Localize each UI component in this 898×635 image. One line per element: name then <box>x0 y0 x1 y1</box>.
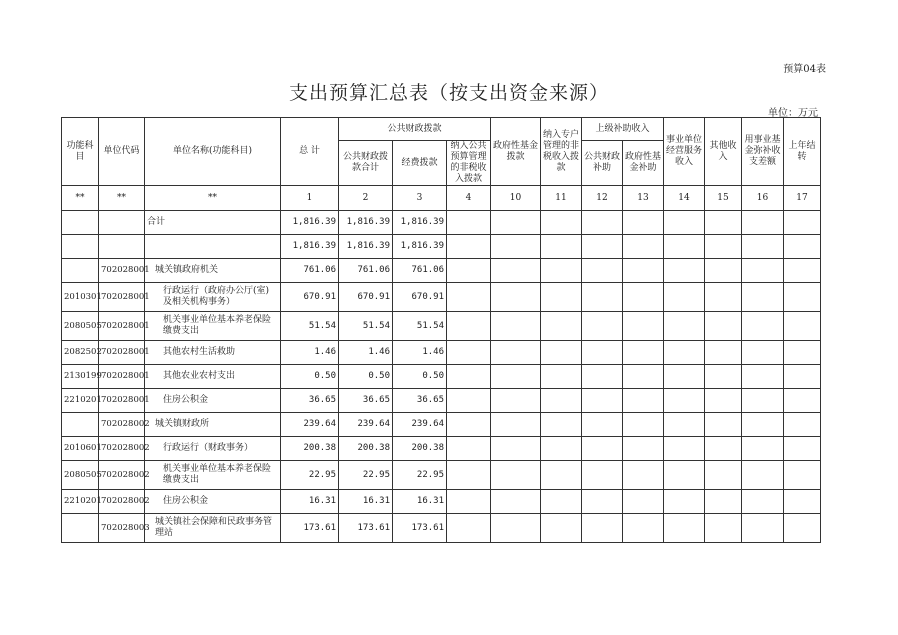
unit-code-cell: 702028001 <box>99 341 145 365</box>
table-row <box>62 283 821 312</box>
empty-cell <box>541 235 582 259</box>
empty-cell <box>664 211 705 235</box>
operating-cell: 0.50 <box>393 365 447 389</box>
pf-total-cell: 36.65 <box>339 389 393 413</box>
index-cell: ** <box>145 186 281 211</box>
empty-cell <box>705 461 742 490</box>
unit-code-cell: 702028001 <box>99 283 145 312</box>
table-number-label: 预算04表 <box>783 64 826 75</box>
table-row <box>62 211 821 235</box>
total-cell: 1,816.39 <box>281 211 339 235</box>
empty-cell <box>705 490 742 514</box>
unit-code-cell: 702028002 <box>99 461 145 490</box>
func-code-cell <box>62 514 99 543</box>
empty-cell <box>623 490 664 514</box>
empty-cell <box>623 461 664 490</box>
empty-cell <box>742 514 784 543</box>
header-unit-name: 单位名称(功能科目) <box>145 118 281 186</box>
empty-cell <box>623 283 664 312</box>
pf-total-cell: 1.46 <box>339 341 393 365</box>
empty-cell <box>705 259 742 283</box>
unit-name-cell: 合计 <box>145 211 281 235</box>
unit-name-cell: 机关事业单位基本养老保险缴费支出 <box>145 312 281 341</box>
operating-cell: 1,816.39 <box>393 235 447 259</box>
empty-cell <box>784 389 821 413</box>
unit-code-cell: 702028002 <box>99 490 145 514</box>
index-cell: 17 <box>784 186 821 211</box>
table-row <box>62 490 821 514</box>
empty-cell <box>447 413 491 437</box>
empty-cell <box>784 211 821 235</box>
unit-name-cell: 机关事业单位基本养老保险缴费支出 <box>145 461 281 490</box>
empty-cell <box>447 259 491 283</box>
empty-cell <box>541 211 582 235</box>
empty-cell <box>705 514 742 543</box>
empty-cell <box>447 235 491 259</box>
func-code-cell: 2080505 <box>62 461 99 490</box>
header-nonbudget-pf: 纳入公共预算管理的非税收入拨款 <box>447 141 491 186</box>
empty-cell <box>541 461 582 490</box>
empty-cell <box>623 235 664 259</box>
func-code-cell: 2082502 <box>62 341 99 365</box>
empty-cell <box>582 341 623 365</box>
empty-cell <box>582 312 623 341</box>
index-cell: ** <box>99 186 145 211</box>
empty-cell <box>623 437 664 461</box>
header-sup-public: 公共财政补助 <box>582 141 623 186</box>
header-operating: 经费拨款 <box>393 141 447 186</box>
empty-cell <box>447 365 491 389</box>
empty-cell <box>664 514 705 543</box>
header-fund-cover: 用事业基金弥补收支差额 <box>742 118 784 186</box>
header-other-income: 其他收入 <box>705 118 742 186</box>
empty-cell <box>664 283 705 312</box>
empty-cell <box>784 413 821 437</box>
empty-cell <box>541 312 582 341</box>
empty-cell <box>582 235 623 259</box>
empty-cell <box>491 235 541 259</box>
index-cell: 4 <box>447 186 491 211</box>
empty-cell <box>491 365 541 389</box>
empty-cell <box>705 235 742 259</box>
empty-cell <box>491 413 541 437</box>
pf-total-cell: 200.38 <box>339 437 393 461</box>
empty-cell <box>541 365 582 389</box>
total-cell: 761.06 <box>281 259 339 283</box>
empty-cell <box>705 341 742 365</box>
empty-cell <box>742 413 784 437</box>
index-cell: 16 <box>742 186 784 211</box>
operating-cell: 1,816.39 <box>393 211 447 235</box>
unit-code-cell: 702028001 <box>99 259 145 283</box>
empty-cell <box>742 283 784 312</box>
unit-code-cell: 702028003 <box>99 514 145 543</box>
func-code-cell: 2010601 <box>62 437 99 461</box>
header-carryover: 上年结转 <box>784 118 821 186</box>
table-row <box>62 437 821 461</box>
empty-cell <box>582 437 623 461</box>
budget-summary-table <box>61 117 821 543</box>
table-row <box>62 461 821 490</box>
index-row <box>62 186 821 211</box>
empty-cell <box>582 283 623 312</box>
empty-cell <box>491 283 541 312</box>
func-code-cell: 2210201 <box>62 389 99 413</box>
empty-cell <box>491 312 541 341</box>
unit-code-cell <box>99 211 145 235</box>
empty-cell <box>664 235 705 259</box>
pf-total-cell: 761.06 <box>339 259 393 283</box>
empty-cell <box>705 437 742 461</box>
operating-cell: 16.31 <box>393 490 447 514</box>
empty-cell <box>623 312 664 341</box>
empty-cell <box>742 365 784 389</box>
empty-cell <box>491 389 541 413</box>
index-cell: 3 <box>393 186 447 211</box>
empty-cell <box>447 211 491 235</box>
empty-cell <box>742 235 784 259</box>
empty-cell <box>582 413 623 437</box>
table-row <box>62 259 821 283</box>
empty-cell <box>541 283 582 312</box>
empty-cell <box>582 389 623 413</box>
func-code-cell <box>62 259 99 283</box>
func-code-cell: 2080505 <box>62 312 99 341</box>
empty-cell <box>784 235 821 259</box>
empty-cell <box>623 259 664 283</box>
unit-name-cell: 城关镇社会保障和民政事务管理站 <box>145 514 281 543</box>
func-code-cell: 2210201 <box>62 490 99 514</box>
empty-cell <box>491 259 541 283</box>
func-code-cell <box>62 211 99 235</box>
index-cell: 14 <box>664 186 705 211</box>
pf-total-cell: 16.31 <box>339 490 393 514</box>
empty-cell <box>742 341 784 365</box>
empty-cell <box>664 259 705 283</box>
empty-cell <box>491 437 541 461</box>
empty-cell <box>664 437 705 461</box>
empty-cell <box>623 365 664 389</box>
unit-name-cell: 其他农业农村支出 <box>145 365 281 389</box>
empty-cell <box>623 211 664 235</box>
empty-cell <box>541 514 582 543</box>
total-cell: 1,816.39 <box>281 235 339 259</box>
empty-cell <box>582 461 623 490</box>
empty-cell <box>784 461 821 490</box>
unit-code-cell: 702028001 <box>99 389 145 413</box>
unit-name-cell <box>145 235 281 259</box>
empty-cell <box>582 490 623 514</box>
table-row <box>62 514 821 543</box>
index-cell: 1 <box>281 186 339 211</box>
empty-cell <box>447 283 491 312</box>
empty-cell <box>447 389 491 413</box>
empty-cell <box>742 259 784 283</box>
total-cell: 22.95 <box>281 461 339 490</box>
unit-code-cell: 702028001 <box>99 312 145 341</box>
empty-cell <box>541 259 582 283</box>
pf-total-cell: 1,816.39 <box>339 235 393 259</box>
empty-cell <box>784 514 821 543</box>
header-service-income: 事业单位经营服务收入 <box>664 118 705 186</box>
operating-cell: 51.54 <box>393 312 447 341</box>
index-cell: 13 <box>623 186 664 211</box>
empty-cell <box>742 490 784 514</box>
total-cell: 16.31 <box>281 490 339 514</box>
empty-cell <box>784 283 821 312</box>
func-code-cell <box>62 235 99 259</box>
operating-cell: 1.46 <box>393 341 447 365</box>
pf-total-cell: 51.54 <box>339 312 393 341</box>
operating-cell: 200.38 <box>393 437 447 461</box>
index-cell: 12 <box>582 186 623 211</box>
empty-cell <box>623 514 664 543</box>
empty-cell <box>705 389 742 413</box>
operating-cell: 36.65 <box>393 389 447 413</box>
empty-cell <box>705 283 742 312</box>
empty-cell <box>742 461 784 490</box>
operating-cell: 670.91 <box>393 283 447 312</box>
total-cell: 51.54 <box>281 312 339 341</box>
operating-cell: 173.61 <box>393 514 447 543</box>
empty-cell <box>664 461 705 490</box>
empty-cell <box>491 211 541 235</box>
empty-cell <box>582 514 623 543</box>
empty-cell <box>447 341 491 365</box>
table-row <box>62 413 821 437</box>
empty-cell <box>447 312 491 341</box>
total-cell: 1.46 <box>281 341 339 365</box>
header-pf-total: 公共财政拨款合计 <box>339 141 393 186</box>
empty-cell <box>705 413 742 437</box>
empty-cell <box>623 413 664 437</box>
empty-cell <box>582 365 623 389</box>
empty-cell <box>784 259 821 283</box>
empty-cell <box>705 312 742 341</box>
empty-cell <box>664 413 705 437</box>
operating-cell: 761.06 <box>393 259 447 283</box>
table-row <box>62 389 821 413</box>
empty-cell <box>705 211 742 235</box>
pf-total-cell: 1,816.39 <box>339 211 393 235</box>
empty-cell <box>742 312 784 341</box>
unit-name-cell: 住房公积金 <box>145 490 281 514</box>
empty-cell <box>623 389 664 413</box>
empty-cell <box>447 514 491 543</box>
index-cell: ** <box>62 186 99 211</box>
pf-total-cell: 173.61 <box>339 514 393 543</box>
header-superior-subsidy: 上级补助收入 <box>582 118 664 141</box>
header-sup-fund: 政府性基金补助 <box>623 141 664 186</box>
empty-cell <box>582 259 623 283</box>
total-cell: 200.38 <box>281 437 339 461</box>
empty-cell <box>784 365 821 389</box>
empty-cell <box>582 211 623 235</box>
empty-cell <box>742 437 784 461</box>
empty-cell <box>541 413 582 437</box>
header-func-code: 功能科目 <box>62 118 99 186</box>
index-cell: 15 <box>705 186 742 211</box>
empty-cell <box>491 514 541 543</box>
total-cell: 0.50 <box>281 365 339 389</box>
empty-cell <box>664 490 705 514</box>
empty-cell <box>541 341 582 365</box>
pf-total-cell: 239.64 <box>339 413 393 437</box>
header-gov-fund: 政府性基金拨款 <box>491 118 541 186</box>
unit-code-cell: 702028002 <box>99 437 145 461</box>
operating-cell: 22.95 <box>393 461 447 490</box>
empty-cell <box>447 490 491 514</box>
pf-total-cell: 22.95 <box>339 461 393 490</box>
header-public-fiscal: 公共财政拨款 <box>339 118 491 141</box>
empty-cell <box>664 341 705 365</box>
empty-cell <box>664 312 705 341</box>
unit-label: 单位：万元 <box>768 108 818 119</box>
empty-cell <box>784 490 821 514</box>
operating-cell: 239.64 <box>393 413 447 437</box>
empty-cell <box>784 437 821 461</box>
unit-code-cell: 702028002 <box>99 413 145 437</box>
empty-cell <box>784 312 821 341</box>
empty-cell <box>491 461 541 490</box>
empty-cell <box>705 365 742 389</box>
unit-code-cell: 702028001 <box>99 365 145 389</box>
empty-cell <box>541 437 582 461</box>
func-code-cell <box>62 413 99 437</box>
empty-cell <box>623 341 664 365</box>
total-cell: 36.65 <box>281 389 339 413</box>
table-row <box>62 341 821 365</box>
func-code-cell: 2130199 <box>62 365 99 389</box>
unit-name-cell: 住房公积金 <box>145 389 281 413</box>
page-title: 支出预算汇总表（按支出资金来源） <box>288 82 609 104</box>
empty-cell <box>742 389 784 413</box>
header-unit-code: 单位代码 <box>99 118 145 186</box>
unit-code-cell <box>99 235 145 259</box>
empty-cell <box>784 341 821 365</box>
empty-cell <box>541 389 582 413</box>
empty-cell <box>664 389 705 413</box>
empty-cell <box>541 490 582 514</box>
empty-cell <box>447 461 491 490</box>
table-row <box>62 312 821 341</box>
pf-total-cell: 0.50 <box>339 365 393 389</box>
header-total: 总 计 <box>281 118 339 186</box>
unit-name-cell: 城关镇财政所 <box>145 413 281 437</box>
empty-cell <box>491 490 541 514</box>
empty-cell <box>742 211 784 235</box>
empty-cell <box>447 437 491 461</box>
func-code-cell: 2010301 <box>62 283 99 312</box>
unit-name-cell: 行政运行（财政事务） <box>145 437 281 461</box>
unit-name-cell: 行政运行（政府办公厅(室)及相关机构事务） <box>145 283 281 312</box>
table-row <box>62 235 821 259</box>
empty-cell <box>664 365 705 389</box>
unit-name-cell: 城关镇政府机关 <box>145 259 281 283</box>
empty-cell <box>491 341 541 365</box>
pf-total-cell: 670.91 <box>339 283 393 312</box>
index-cell: 10 <box>491 186 541 211</box>
table-row <box>62 365 821 389</box>
total-cell: 239.64 <box>281 413 339 437</box>
index-cell: 11 <box>541 186 582 211</box>
header-special-account: 纳入专户管理的非税收入拨款 <box>541 118 582 186</box>
unit-name-cell: 其他农村生活救助 <box>145 341 281 365</box>
index-cell: 2 <box>339 186 393 211</box>
total-cell: 670.91 <box>281 283 339 312</box>
total-cell: 173.61 <box>281 514 339 543</box>
